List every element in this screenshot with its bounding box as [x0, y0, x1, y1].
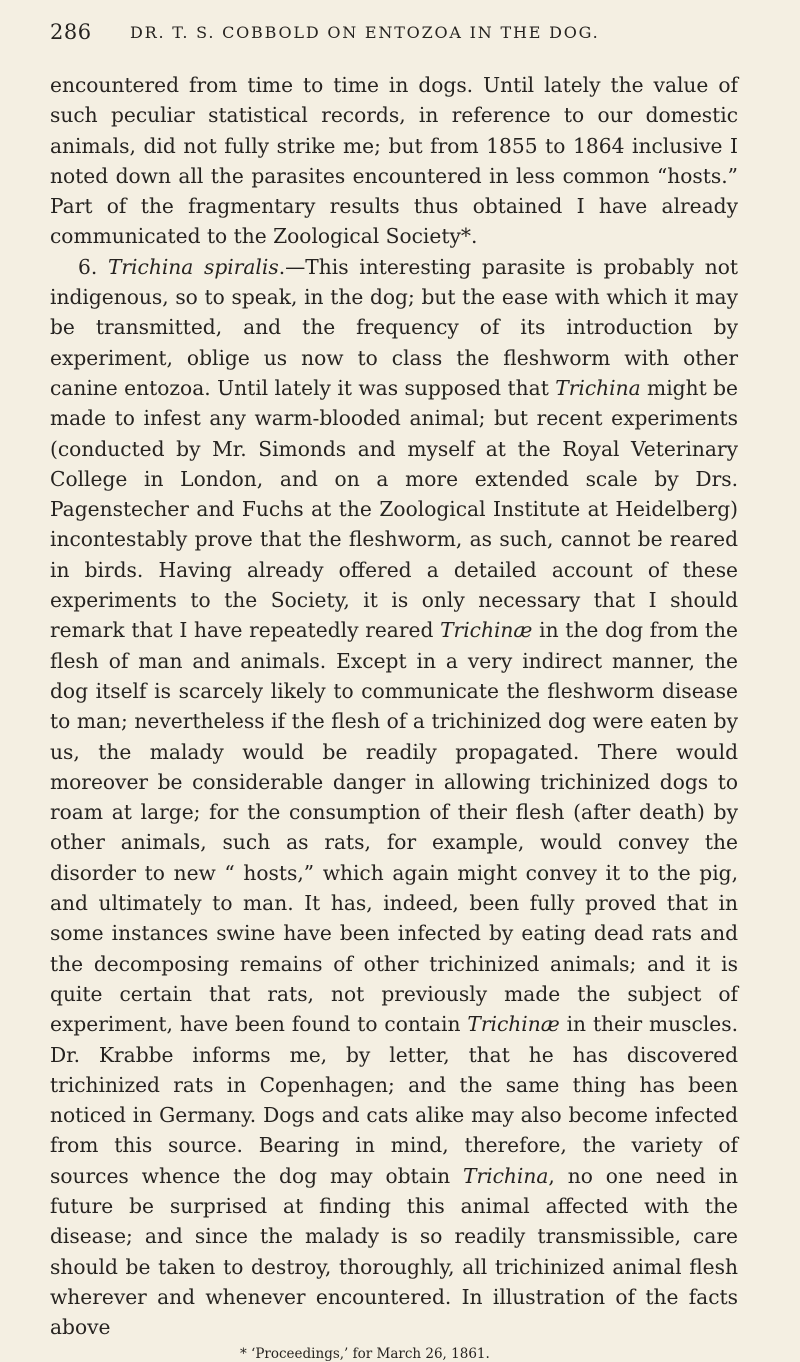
text-run: .—This interesting parasite is probably not indigenous, so to speak, in the dog; but the ease with which it may be transmitted, and the frequency of its introduction by experiment, oblige us now to class the fleshworm with other canine entozoa. Until lately it was supposed that	[50, 254, 738, 400]
text-run: in their muscles. Dr. Krabbe informs me, by letter, that he has discovered trichinized rats in Copenhagen; and the same thing has been noticed in Germany. Dogs and cats alike may also become infected from this source. Bearing in mind, therefore, the variety of sources whence the dog may obtain	[50, 1012, 738, 1188]
text-run: might be made to infest any warm-blooded animal; but recent experiments (conducted by Mr. Simonds and myself at the Royal Veterinary College in London, and on a more extended scale by Drs. Pagenstecher and Fuchs at the Zoological Institute at Heidelberg) incontestably prove that the fleshworm, as such, cannot be reared in birds. Having already offered a detailed account of these experiments to the Society, it is only necessary that I should remark that I have repeatedly reared	[50, 375, 739, 643]
text-run: encountered from time to time in dogs. Until lately the value of such peculiar statistical records, in reference to our domestic animals, did not fully strike me; but from 1855 to 1864 inclusive I noted down all the parasites encountered in less common “hosts.” Part of the fragmentary results thus obtained I have already communicated to the Zoological Society*.	[50, 73, 738, 249]
paragraph	[50, 70, 738, 252]
italic-term: Trichinæ	[440, 618, 533, 643]
italic-term: Trichina	[463, 1163, 549, 1188]
paragraph	[50, 252, 738, 1343]
page-number: 286	[50, 20, 92, 44]
italic-term: Trichina spiralis	[107, 254, 279, 279]
body-text	[50, 70, 738, 1342]
text-run: , no one need in future be surprised at finding this animal affected with the disease; and since the malady is so readily transmissible, care should be taken to destroy, thoroughly, all trichinized animal flesh wherever and whenever encountered. In illustration of the facts above	[50, 1163, 739, 1340]
running-title: DR. T. S. COBBOLD ON ENTOZOA IN THE DOG.	[130, 23, 600, 42]
italic-term: Trichina	[555, 375, 641, 400]
italic-term: Trichinæ	[467, 1012, 560, 1037]
running-head	[50, 20, 738, 60]
footnote: * ‘Proceedings,’ for March 26, 1861.	[240, 1346, 490, 1362]
text-run: 6.	[78, 254, 108, 279]
text-run: in the dog from the flesh of man and animals. Except in a very indirect manner, the dog itself is scarcely likely to communicate the fleshworm disease to man; nevertheless if the flesh of a trichinized dog were eaten by us, the malady would be readily propagated. There would moreover be considerable danger in allowing trichinized dogs to roam at large; for the consumption of their flesh (after death) by other animals, such as rats, for example, would convey the disorder to new “ hosts,” which again might convey it to the pig, and ultimately to man. It has, indeed, been fully proved that in some instances swine have been infected by eating dead rats and the decomposing remains of other trichinized animals; and it is quite certain that rats, not previously made the subject of experiment, have been found to contain	[50, 618, 738, 1037]
